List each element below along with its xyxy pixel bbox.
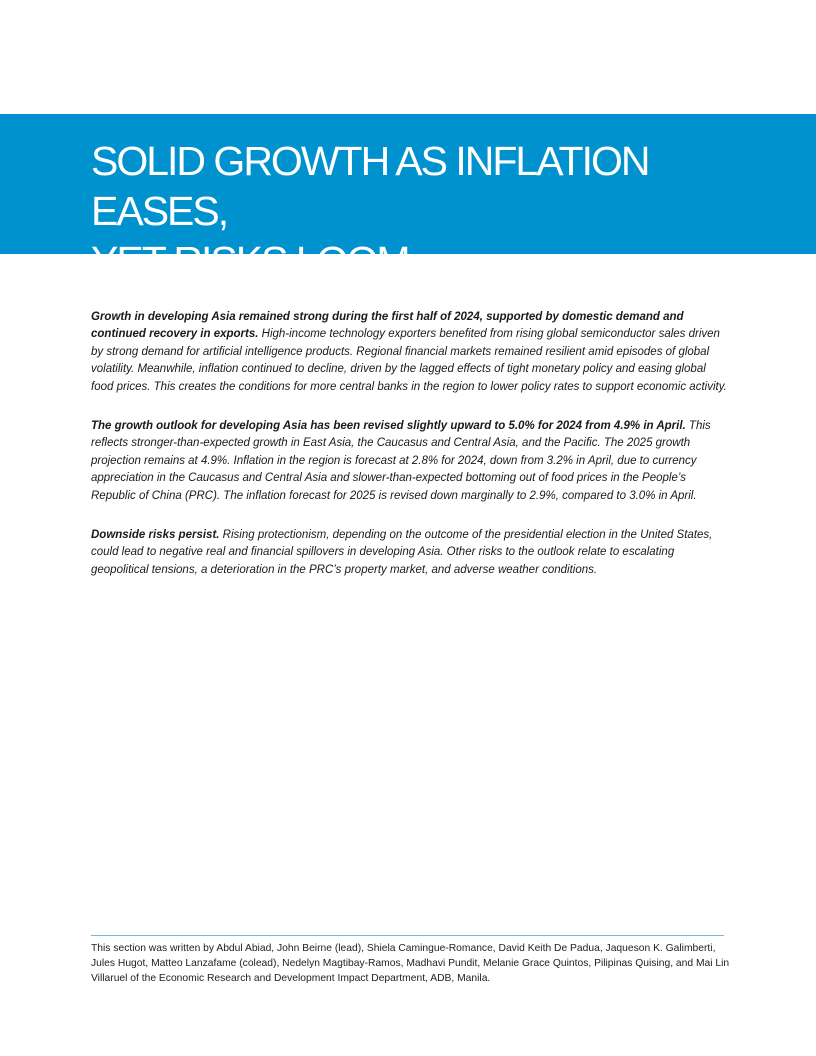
paragraph-growth [91,309,731,396]
paragraph-risks [91,527,731,579]
main-content [91,309,731,601]
paragraph-body: High-income technology exporters benefited from rising global semiconductor sales driven by strong demand for artificial intelligence products. Regional financial markets remained resilient amid episodes of global volatility. Meanwhile, inflation continued to decline, driven by the lagged effects of tight monetary policy and easing global food prices. This creates the conditions for more central banks in the region to lower policy rates to support economic activity. [91,328,727,393]
paragraph-lead: Growth in developing Asia remained strong during the first half of 2024, supported by domestic demand and continued recovery in exports. [91,311,684,341]
footnote-divider [91,935,724,936]
paragraph-body: This reflects stronger-than-expected growth in East Asia, the Caucasus and Central Asia, and the Pacific. The 2025 growth projection remains at 4.9%. Inflation in the region is forecast at 2.8% for 2024, down from 3.2% in April, due to currency appreciation in the Caucasus and Central Asia and slower-than-expected bottoming out of food prices in the People’s Republic of China (PRC). The inflation forecast for 2025 is revised down marginally to 2.9%, compared to 3.0% in April. [91,420,711,502]
paragraph-lead: Downside risks persist. [91,529,220,542]
title-banner [0,114,816,284]
page-title [91,136,791,286]
paragraph-lead: The growth outlook for developing Asia has been revised slightly upward to 5.0% for 2024 from 4.9% in April. [91,420,686,433]
footnote-authors: This section was written by Abdul Abiad, John Beirne (lead), Shiela Camingue-Romance, David Keith De Padua, Jaqueson K. Galimberti, Jules Hugot, Matteo Lanzafame (colead), Nedelyn Magtibay-Ramos, Madhavi Pundit, Melanie Grace Quintos, Pilipinas Quising, and Mai Lin Villaruel of the Economic Research and Development Impact Department, ADB, Manila. [91,943,730,985]
page-title-line-2: YET RISKS LOOM [91,238,409,284]
paragraph-outlook [91,418,731,505]
paragraph-body: Rising protectionism, depending on the outcome of the presidential election in the United States, could lead to negative real and financial spillovers in developing Asia. Other risks to the outlook relate to escalating geopolitical tensions, a deterioration in the PRC’s property market, and adverse weather conditions. [91,529,713,576]
page-title-line-1: SOLID GROWTH AS INFLATION EASES, [91,138,649,234]
